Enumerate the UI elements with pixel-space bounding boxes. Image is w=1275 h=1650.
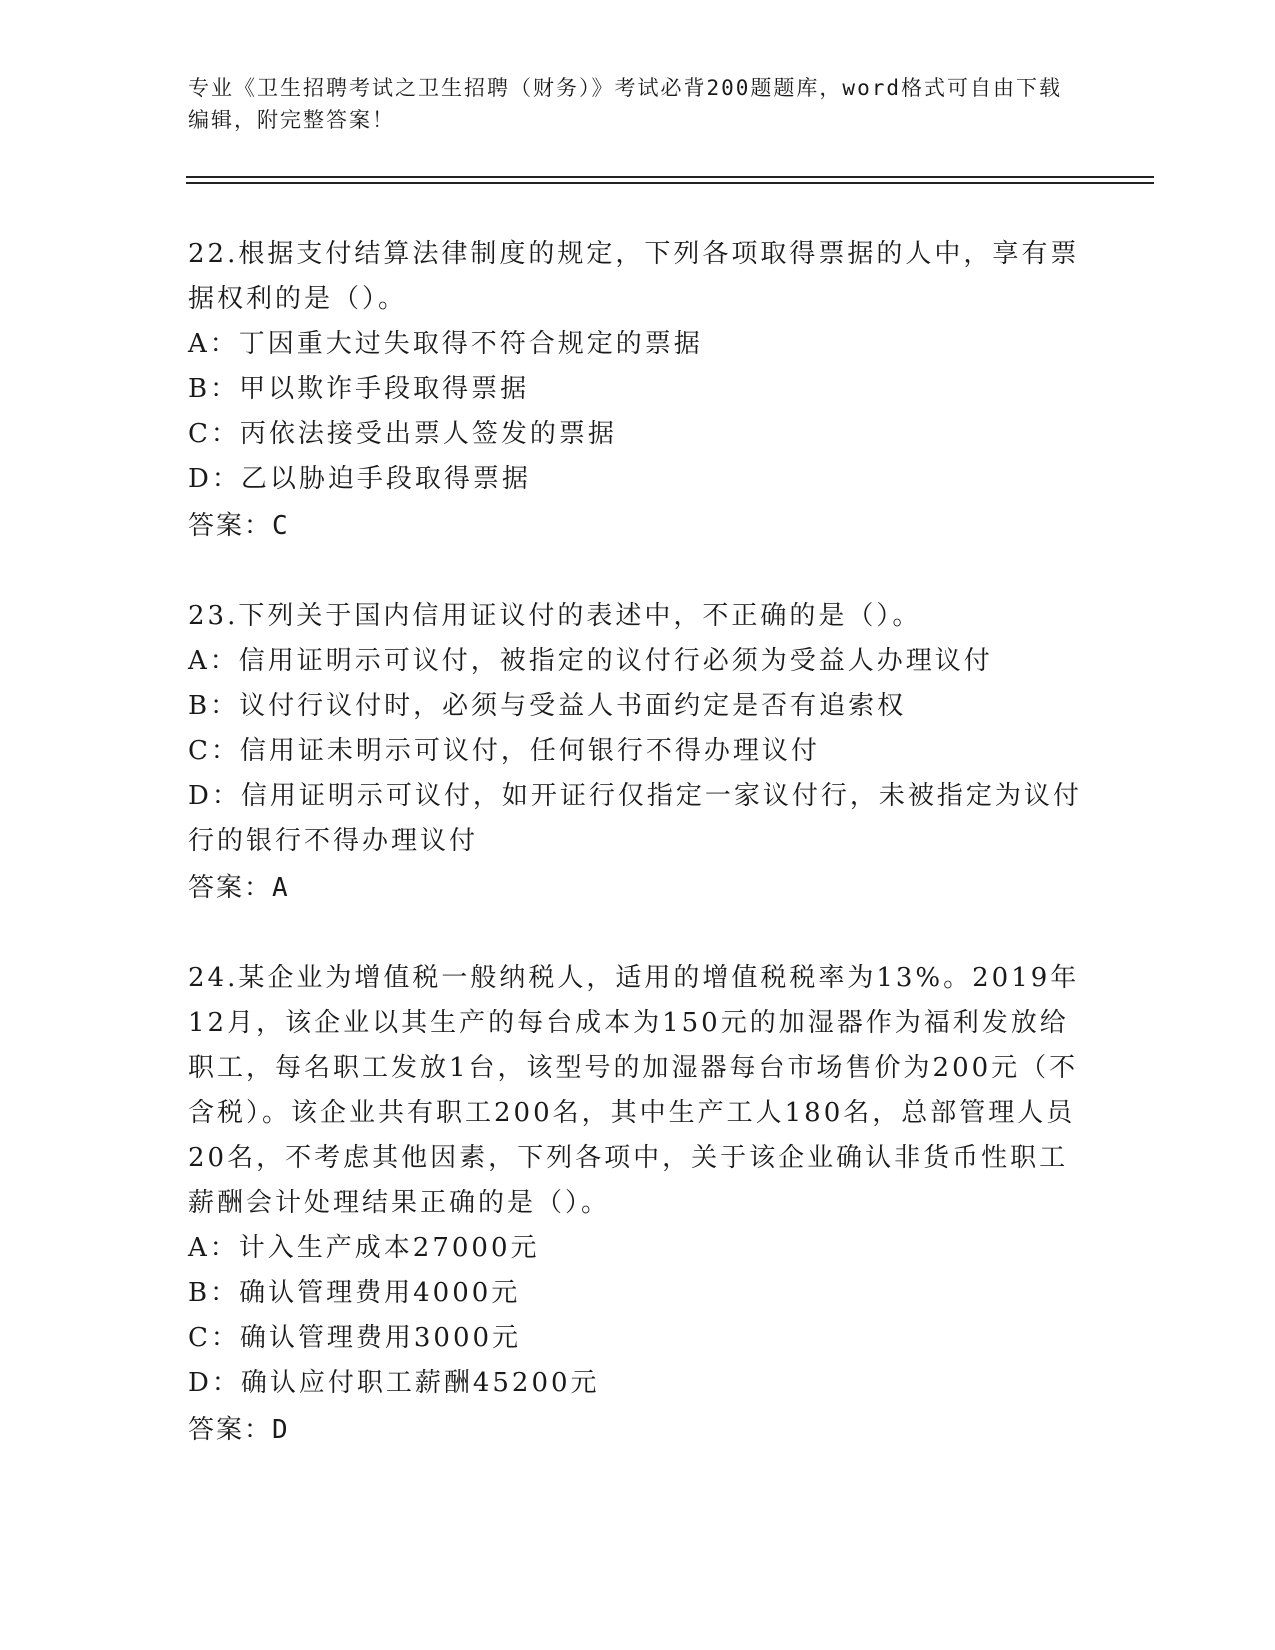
answer-label: 答案： [188, 511, 273, 541]
option-d: D：确认应付职工薪酬45200元 [188, 1368, 600, 1398]
option-b: B：甲以欺诈手段取得票据 [188, 374, 530, 404]
option-a: A：信用证明示可议付，被指定的议付行必须为受益人办理议付 [188, 646, 993, 676]
option-d: D：信用证明示可议付，如开证行仅指定一家议付行，未被指定为议付行的银行不得办理议付 [188, 781, 1082, 856]
question-stem: 23.下列关于国内信用证议付的表述中，不正确的是（）。 [188, 601, 922, 631]
option-d: D：乙以胁迫手段取得票据 [188, 464, 531, 494]
header-rule-top [186, 176, 1154, 178]
answer-value: A [272, 873, 290, 903]
header-text: 专业《卫生招聘考试之卫生招聘（财务）》考试必背200题题库，word格式可自由下载编辑，附完整答案！ [188, 76, 1062, 132]
option-b: B：确认管理费用4000元 [188, 1278, 521, 1308]
option-c: C：丙依法接受出票人签发的票据 [188, 419, 617, 449]
question-22 [188, 232, 1088, 550]
option-c: C：确认管理费用3000元 [188, 1323, 522, 1353]
option-c: C：信用证未明示可议付，任何银行不得办理议付 [188, 736, 820, 766]
answer-label: 答案： [188, 873, 273, 903]
answer-label: 答案： [188, 1415, 273, 1445]
option-b: B：议付行议付时，必须与受益人书面约定是否有追索权 [188, 691, 907, 721]
answer-line [188, 1406, 1088, 1454]
answer-line [188, 502, 1088, 550]
answer-value: C [272, 511, 290, 541]
question-23 [188, 594, 1088, 912]
question-24 [188, 956, 1088, 1454]
answer-line [188, 864, 1088, 912]
question-stem: 22.根据支付结算法律制度的规定，下列各项取得票据的人中，享有票据权利的是（）。 [188, 239, 1080, 314]
question-stem: 24.某企业为增值税一般纳税人，适用的增值税税率为13%。2019年12月，该企业以其生产的每台成本为150元的加湿器作为福利发放给职工，每名职工发放1台，该型号的加湿器每台市场售价为200元（不含税）。该企业共有职工200名，其中生产工人180名，总部管理人员20名，不考虑其他因素，下列各项中，关于该企业确认非货币性职工薪酬会计处理结果正确的是（）。 [188, 963, 1080, 1218]
option-a: A：丁因重大过失取得不符合规定的票据 [188, 329, 703, 359]
header-rule-bottom [186, 182, 1154, 184]
answer-value: D [272, 1415, 290, 1445]
question-list [188, 232, 1088, 1498]
document-header [188, 72, 1068, 136]
option-a: A：计入生产成本27000元 [188, 1233, 540, 1263]
